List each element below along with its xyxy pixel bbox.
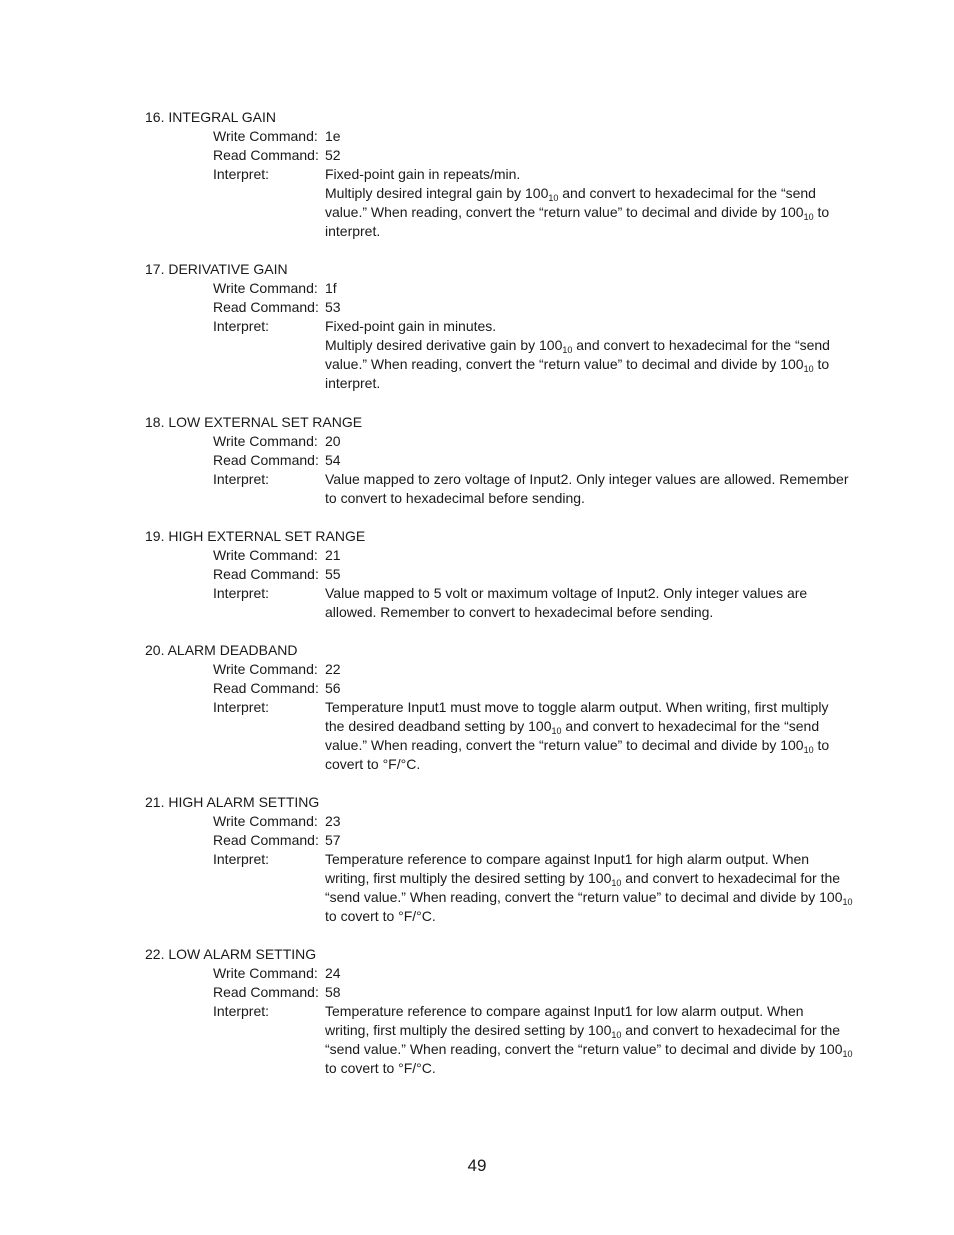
read-command-row	[145, 298, 885, 317]
write-command-label: Write Command:	[213, 965, 318, 981]
interpret-line: “send value.” When reading, convert the “return value” to decimal and divide by $100_{10}$	[325, 889, 853, 907]
section-high-external-set-range	[145, 527, 885, 622]
interpret-row	[145, 317, 885, 393]
write-command-row	[145, 546, 885, 565]
interpret-line: to convert to hexadecimal before sending.	[325, 490, 585, 506]
interpret-text	[325, 317, 877, 393]
write-command-value: 22	[325, 661, 341, 677]
interpret-line: Value mapped to zero voltage of Input2. Only integer values are allowed. Remember	[325, 471, 849, 487]
read-command-row	[145, 983, 885, 1002]
write-command-row	[145, 964, 885, 983]
read-command-row	[145, 679, 885, 698]
section-high-alarm-setting	[145, 793, 885, 926]
subscript-base: 10	[611, 1030, 622, 1040]
interpret-line: Temperature reference to compare against Input1 for high alarm output. When	[325, 851, 810, 867]
interpret-row	[145, 470, 885, 508]
interpret-row	[145, 850, 885, 926]
write-command-row	[145, 660, 885, 679]
interpret-line: the desired deadband setting by $100_{10}$ and convert to hexadecimal for the “send	[325, 718, 820, 736]
subscript-base: 10	[803, 212, 814, 222]
subscript-base: 10	[803, 364, 814, 374]
interpret-text	[325, 850, 877, 926]
interpret-line: Multiply desired derivative gain by $100_{10}$ and convert to hexadecimal for the “send	[325, 337, 830, 355]
interpret-line: value.” When reading, convert the “return value” to decimal and divide by $100_{10}$ to	[325, 737, 830, 755]
subscript-base: 10	[611, 878, 622, 888]
interpret-line: to covert to °F/°C.	[325, 1060, 436, 1076]
subscript-base: 10	[803, 745, 814, 755]
subscript-base: 10	[548, 193, 559, 203]
read-command-row	[145, 146, 885, 165]
write-command-value: 1e	[325, 128, 341, 144]
interpret-line: to covert to °F/°C.	[325, 908, 436, 924]
read-command-value: 56	[325, 680, 341, 696]
interpret-text	[325, 165, 877, 241]
interpret-line: allowed. Remember to convert to hexadecimal before sending.	[325, 604, 714, 620]
read-command-label: Read Command:	[213, 566, 319, 582]
interpret-line: writing, first multiply the desired setting by $100_{10}$ and convert to hexadecimal for the	[325, 1022, 841, 1040]
section-integral-gain	[145, 108, 885, 241]
subscript-base: 10	[551, 726, 562, 736]
read-command-label: Read Command:	[213, 984, 319, 1000]
write-command-row	[145, 127, 885, 146]
interpret-row	[145, 165, 885, 241]
subscript-base: 10	[842, 1049, 853, 1059]
write-command-value: 23	[325, 813, 341, 829]
interpret-row	[145, 584, 885, 622]
read-command-label: Read Command:	[213, 299, 319, 315]
interpret-text	[325, 470, 877, 508]
interpret-line: Value mapped to 5 volt or maximum voltage of Input2. Only integer values are	[325, 585, 808, 601]
write-command-label: Write Command:	[213, 813, 318, 829]
write-command-label: Write Command:	[213, 433, 318, 449]
read-command-value: 53	[325, 299, 341, 315]
write-command-row	[145, 432, 885, 451]
interpret-line: Temperature reference to compare against Input1 for low alarm output. When	[325, 1003, 804, 1019]
write-command-label: Write Command:	[213, 128, 318, 144]
interpret-label: Interpret:	[213, 471, 270, 487]
subscript-base: 10	[562, 345, 573, 355]
read-command-label: Read Command:	[213, 452, 319, 468]
write-command-row	[145, 812, 885, 831]
interpret-row	[145, 1002, 885, 1078]
read-command-row	[145, 451, 885, 470]
interpret-line: value.” When reading, convert the “return value” to decimal and divide by $100_{10}$ to	[325, 204, 830, 222]
write-command-value: 24	[325, 965, 341, 981]
interpret-line: interpret.	[325, 223, 381, 239]
interpret-text	[325, 1002, 877, 1078]
write-command-value: 1f	[325, 280, 337, 296]
section-heading: 20. ALARM DEADBAND	[145, 642, 298, 658]
write-command-label: Write Command:	[213, 661, 318, 677]
section-heading: 21. HIGH ALARM SETTING	[145, 794, 320, 810]
section-alarm-deadband	[145, 641, 885, 774]
section-heading: 22. LOW ALARM SETTING	[145, 946, 317, 962]
interpret-line: Fixed-point gain in repeats/min.	[325, 166, 521, 182]
interpret-label: Interpret:	[213, 166, 270, 182]
interpret-line: covert to °F/°C.	[325, 756, 421, 772]
read-command-value: 55	[325, 566, 341, 582]
read-command-value: 57	[325, 832, 341, 848]
section-heading: 17. DERIVATIVE GAIN	[145, 261, 288, 277]
read-command-label: Read Command:	[213, 680, 319, 696]
write-command-label: Write Command:	[213, 280, 318, 296]
interpret-label: Interpret:	[213, 699, 270, 715]
interpret-line: writing, first multiply the desired setting by $100_{10}$ and convert to hexadecimal for the	[325, 870, 841, 888]
section-low-alarm-setting	[145, 945, 885, 1078]
section-heading: 16. INTEGRAL GAIN	[145, 109, 276, 125]
read-command-value: 58	[325, 984, 341, 1000]
section-derivative-gain	[145, 260, 885, 393]
interpret-row	[145, 698, 885, 774]
interpret-line: Temperature Input1 must move to toggle alarm output. When writing, first multiply	[325, 699, 829, 715]
interpret-label: Interpret:	[213, 318, 270, 334]
write-command-value: 21	[325, 547, 341, 563]
section-low-external-set-range	[145, 413, 885, 508]
interpret-line: Multiply desired integral gain by $100_{10}$ and convert to hexadecimal for the “send	[325, 185, 816, 203]
interpret-label: Interpret:	[213, 851, 270, 867]
interpret-line: Fixed-point gain in minutes.	[325, 318, 497, 334]
interpret-line: interpret.	[325, 375, 381, 391]
read-command-label: Read Command:	[213, 832, 319, 848]
section-heading: 19. HIGH EXTERNAL SET RANGE	[145, 528, 366, 544]
interpret-line: “send value.” When reading, convert the “return value” to decimal and divide by $100_{10}$	[325, 1041, 853, 1059]
interpret-text	[325, 698, 877, 774]
subscript-base: 10	[842, 897, 853, 907]
read-command-value: 52	[325, 147, 341, 163]
interpret-label: Interpret:	[213, 1003, 270, 1019]
read-command-row	[145, 831, 885, 850]
read-command-label: Read Command:	[213, 147, 319, 163]
read-command-value: 54	[325, 452, 341, 468]
write-command-row	[145, 279, 885, 298]
interpret-text	[325, 584, 877, 622]
write-command-value: 20	[325, 433, 341, 449]
interpret-label: Interpret:	[213, 585, 270, 601]
section-heading: 18. LOW EXTERNAL SET RANGE	[145, 414, 363, 430]
interpret-line: value.” When reading, convert the “return value” to decimal and divide by $100_{10}$ to	[325, 356, 830, 374]
write-command-label: Write Command:	[213, 547, 318, 563]
page-number: 49	[467, 1156, 487, 1175]
read-command-row	[145, 565, 885, 584]
